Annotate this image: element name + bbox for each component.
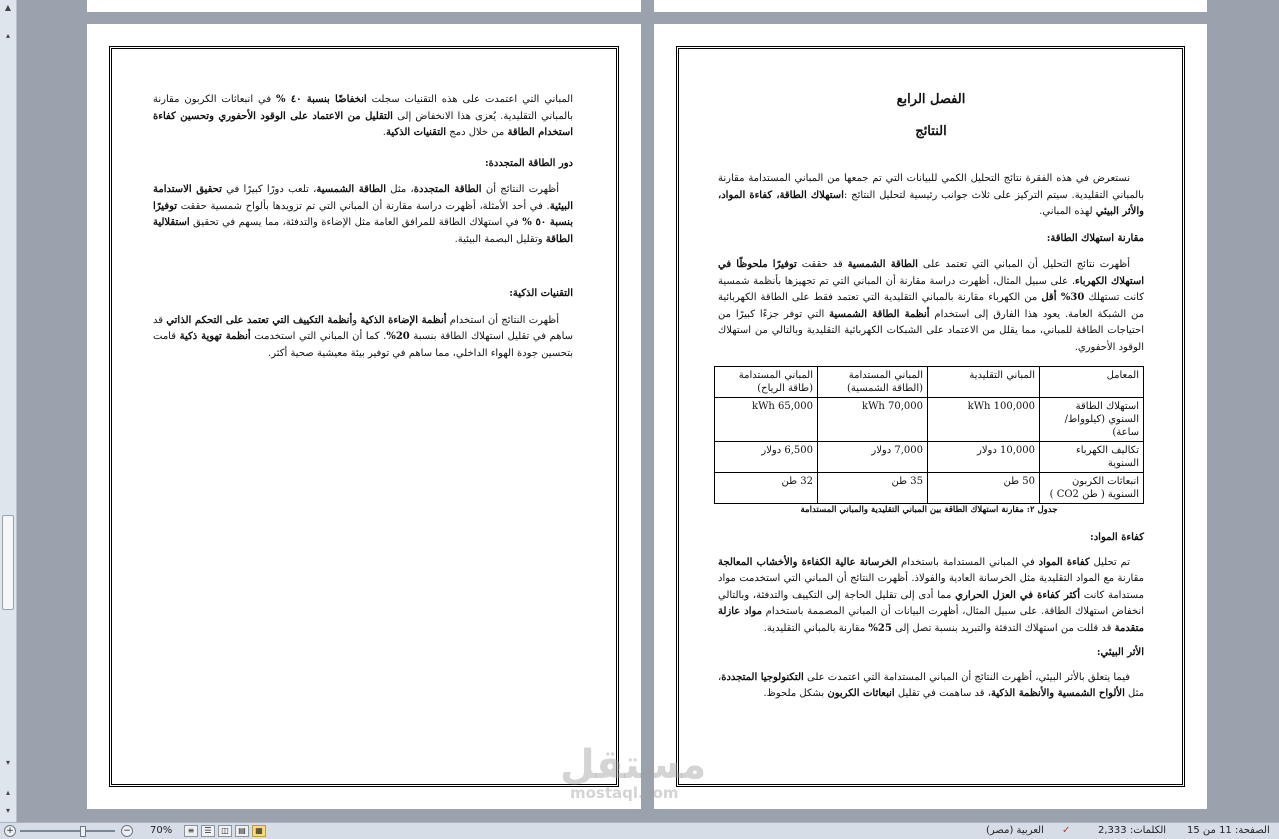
table-cell: 10,000 دولار xyxy=(928,442,1040,473)
chapter-number: الفصل الرابع xyxy=(896,92,966,107)
renewable-paragraph: أظهرت النتائج أن الطاقة المتجددة، مثل الطاقة الشمسية، تلعب دورًا كبيرًا في تحقيق الاستدامة البيئية. في أحد الأمثلة، أظهرت دراسة مقارنة أن المباني التي تم تزويدها بألواح شمسية حققت توفيرًا بنسبة ٥٠ % في استهلاك الطاقة للمرافق العامة مثل الإضاءة والتدفئة، مما يسهم في تحقيق استقلالية الطاقة وتقليل البصمة البيئية. xyxy=(153,184,573,245)
table-header-cell: المباني التقليدية xyxy=(928,367,1040,398)
page-right xyxy=(654,24,1207,809)
zoom-slider-track[interactable] xyxy=(20,830,115,832)
status-bar xyxy=(0,822,1279,839)
page-right-content xyxy=(718,91,1144,703)
scroll-thumb[interactable] xyxy=(2,515,14,610)
spellcheck-icon[interactable]: ✓ xyxy=(1062,825,1071,836)
energy-paragraph: أظهرت نتائج التحليل أن المباني التي تعتمد على الطاقة الشمسية قد حققت توفيرًا ملحوظًا في استهلاك الكهرباء. على سبيل المثال، أظهرت دراسة مقارنة أن المباني التي تم تجهيزها بأنظمة شمسية كانت تستهلك 30% أقل من الكهرباء مقارنة بالمباني التقليدية التي تعتمد فقط على الطاقة الكهربائية من الشبكة العامة. يعود هذا الفارق إلى استخدام أنظمة الطاقة الشمسية التي توفر جزءًا كبيرًا من احتياجات الطاقة للمباني، مما يقلل من الاعتماد على الشبكات الكهربائية التقليدية وبالتالي من استهلاك الوقود الأحفوري. xyxy=(718,259,1145,353)
zoom-slider-thumb[interactable] xyxy=(80,826,86,837)
word-count[interactable]: الكلمات: 2,333 xyxy=(1098,825,1167,836)
environment-paragraph: فيما يتعلق بالأثر البيئي، أظهرت النتائج أن المباني المستدامة التي اعتمدت على التكنولوجيا المتجددة، مثل الألواح الشمسية والأنظمة الذكية، قد ساهمت في تقليل انبعاثات الكربون بشكل ملحوظ. xyxy=(718,671,1144,699)
prev-page-icon[interactable]: ▴ xyxy=(5,788,10,797)
previous-page-bottom xyxy=(654,0,1207,12)
section-title-environment: الأثر البيئي: xyxy=(1096,647,1144,658)
table-row xyxy=(715,442,1144,473)
section-title-materials: كفاءة المواد: xyxy=(1090,532,1144,543)
chapter-title: النتائج xyxy=(915,124,947,139)
table-cell: 100,000 kWh xyxy=(928,398,1040,442)
zoom-in-button[interactable]: + xyxy=(4,825,16,837)
page-down-icon[interactable]: ▾ xyxy=(5,758,10,767)
table-cell: 50 طن xyxy=(928,473,1040,504)
table-row xyxy=(715,473,1144,504)
watermark-arabic: مستقل xyxy=(560,742,707,788)
table-cell: انبعاثات الكربون السنوية ( طن CO2 ) xyxy=(1040,473,1144,504)
table-cell: 35 طن xyxy=(818,473,928,504)
table-header-cell: المعامل xyxy=(1040,367,1144,398)
smart-tech-paragraph: أظهرت النتائج أن استخدام أنظمة الإضاءة الذكية وأنظمة التكييف التي تعتمد على التحكم الذاتي قد ساهم في تقليل استهلاك الطاقة بنسبة 20%. كما أن المباني التي استخدمت أنظمة تهوية ذكية قامت بتحسين جودة الهواء الداخلي، مما ساهم في توفير بيئة معيشية صحية أكثر. xyxy=(153,314,574,359)
watermark-latin: mostaql.com xyxy=(570,784,679,802)
view-web-layout-icon[interactable]: ◫ xyxy=(218,825,232,837)
table-header-row xyxy=(715,367,1144,398)
table-cell: 70,000 kWh xyxy=(818,398,928,442)
view-full-screen-icon[interactable]: ▤ xyxy=(235,825,249,837)
page-left xyxy=(87,24,641,809)
next-page-icon[interactable]: ▾ xyxy=(5,806,10,815)
table-cell: 7,000 دولار xyxy=(818,442,928,473)
section-title-smart-tech: التقنيات الذكية: xyxy=(509,288,573,299)
carbon-paragraph: المباني التي اعتمدت على هذه التقنيات سجلت انخفاضًا بنسبة ٤٠ % في انبعاثات الكربون مقارنة بالمباني التقليدية. يُعزى هذا الانخفاض إلى التقليل من الاعتماد على الوقود الأحفوري وتحسين كفاءة استخدام الطاقة من خلال دمج التقنيات الذكية. xyxy=(153,94,573,138)
table-row xyxy=(715,398,1144,442)
comparison-table xyxy=(714,366,1144,504)
table-cell: تكاليف الكهرباء السنوية xyxy=(1040,442,1144,473)
table-header-cell: المباني المستدامة (طاقة الرياح) xyxy=(715,367,818,398)
view-print-layout-icon[interactable]: ▦ xyxy=(252,825,266,837)
section-title-energy: مقارنة استهلاك الطاقة: xyxy=(1046,232,1144,244)
section-title-renewable: دور الطاقة المتجددة: xyxy=(484,157,573,169)
table-cell: استهلاك الطاقة السنوي (كيلوواط/ساعة) xyxy=(1040,398,1144,442)
zoom-out-button[interactable]: − xyxy=(121,825,133,837)
zoom-level[interactable]: 70% xyxy=(150,825,173,836)
previous-page-bottom xyxy=(87,0,641,12)
language-status[interactable]: العربية (مصر) xyxy=(986,825,1044,836)
table-cell: 6,500 دولار xyxy=(715,442,818,473)
page-up-icon[interactable]: ▴ xyxy=(5,31,10,40)
view-outline-icon[interactable]: ☰ xyxy=(201,825,215,837)
vertical-scrollbar[interactable] xyxy=(0,0,17,822)
table-caption: جدول ٢: مقارنة استهلاك الطاقة بين المباني التقليدية والمباني المستدامة xyxy=(800,505,1058,515)
table-cell: 32 طن xyxy=(715,473,818,504)
table-cell: 65,000 kWh xyxy=(715,398,818,442)
table-header-cell: المباني المستدامة (الطاقة الشمسية) xyxy=(818,367,928,398)
watermark-logo xyxy=(560,742,707,802)
view-draft-icon[interactable]: ≡ xyxy=(184,825,198,837)
intro-paragraph: نستعرض في هذه الفقرة نتائج التحليل الكمي للبيانات التي تم جمعها من المباني المستدامة مقارنة بالمباني التقليدية. سيتم التركيز على ثلاث جوانب رئيسية لتحليل النتائج :استهلاك الطاقة، كفاءة المواد، والأثر البيئي لهذه المباني. xyxy=(718,173,1145,217)
page-number[interactable]: الصفحة: 11 من 15 xyxy=(1187,825,1270,836)
scroll-up-icon[interactable]: ▲ xyxy=(4,3,12,12)
materials-paragraph: تم تحليل كفاءة المواد في المباني المستدامة باستخدام الخرسانة عالية الكفاءة والأخشاب المعالجة مقارنة مع المواد التقليدية مثل الخرسانة العادية والفولاذ. أظهرت النتائج أن المباني التي استخدمت مواد مستدامة كانت أكثر كفاءة في العزل الحراري مما أدى إلى تقليل الحاجة إلى التكييف والتدفئة، وبالتالي انخفاض استهلاك الطاقة. على سبيل المثال، أظهرت البيانات أن المباني المصممة باستخدام مواد عازلة متقدمة قد قللت من استهلاك التدفئة والتبريد بنسبة تصل إلى 25% مقارنة بالمباني التقليدية. xyxy=(718,556,1145,634)
page-left-content xyxy=(153,92,573,362)
